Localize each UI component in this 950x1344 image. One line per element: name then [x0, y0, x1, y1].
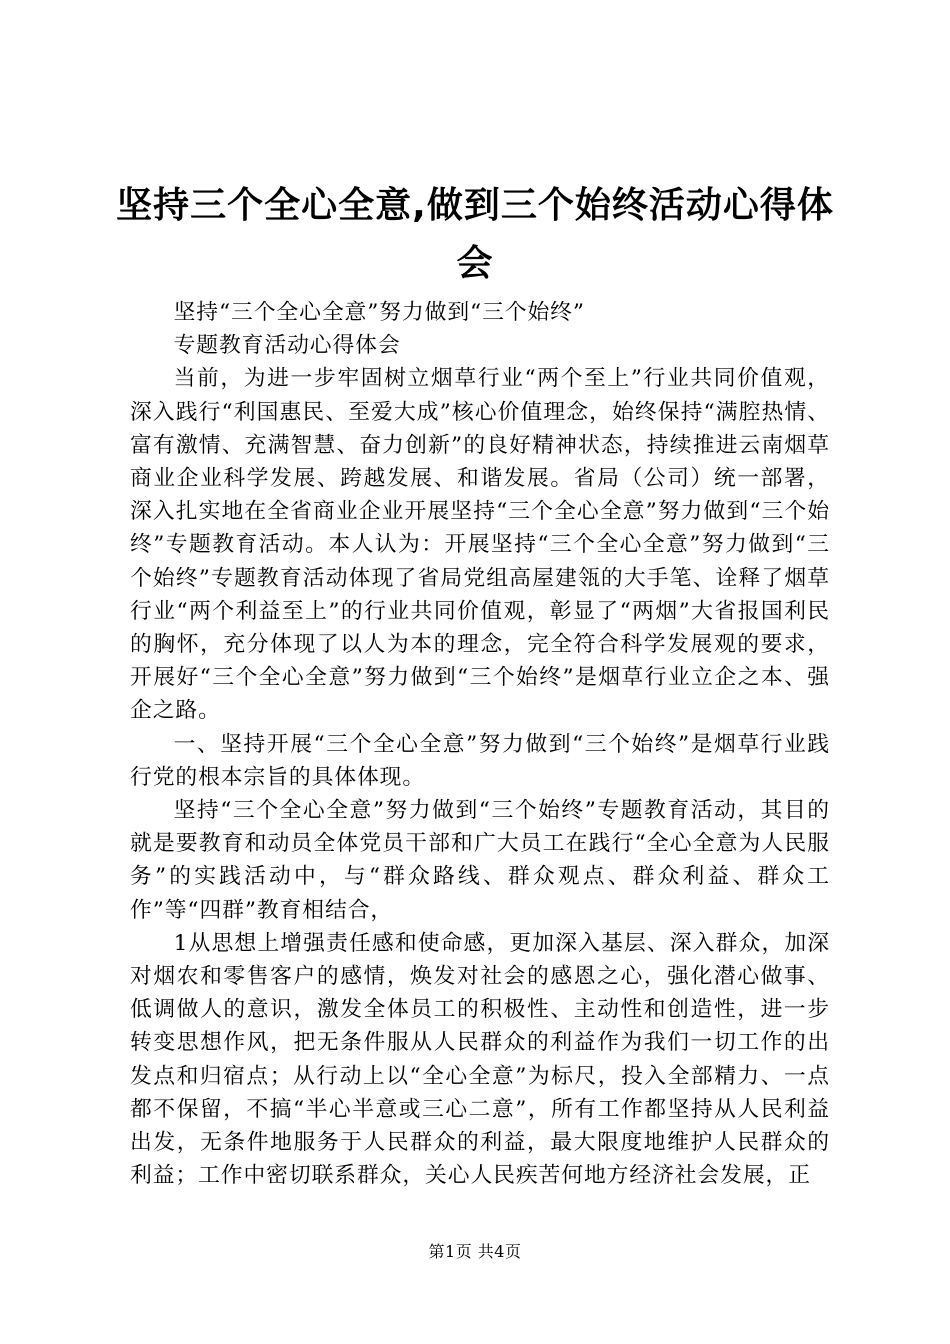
document-title-line-1: 坚持三个全心全意,做到三个始终活动心得体: [116, 185, 834, 226]
document-title-line-2: 会: [456, 243, 494, 284]
subtitle-line-1: 坚持“三个全心全意”努力做到“三个始终”: [173, 300, 585, 325]
paragraph-intro: 当前，为进一步牢固树立烟草行业“两个至上”行业共同价值观，深入践行“利国惠民、至爱大成”核心价值理念，始终保持“满腔热情、富有激情、充满智慧、奋力创新”的良好精神状态，持续推进云南烟草商业企业科学发展、跨越发展、和谐发展。省局（公司）统一部署，深入扎实地在全省商业企业开展坚持“三个全心全意”努力做到“三个始终”专题教育活动。本人认为：开展坚持“三个全心全意”努力做到“三个始终”专题教育活动体现了省局党组高屋建瓴的大手笔、诠释了烟草行业“两个利益至上”的行业共同价值观，彰显了“两烟”大省报国利民的胸怀，充分体现了以人为本的理念，完全符合科学发展观的要求，开展好“三个全心全意”努力做到“三个始终”是烟草行业立企之本、强企之路。: [130, 366, 830, 724]
page-footer: 第1页 共4页: [428, 1242, 522, 1261]
paragraph-purpose: 坚持“三个全心全意”努力做到“三个始终”专题教育活动，其目的就是要教育和动员全体党员干部和广大员工在践行“全心全意为人民服务”的实践活动中，与“群众路线、群众观点、群众利益、群众工作”等“四群”教育相结合，: [130, 798, 830, 923]
document-body: [130, 296, 830, 1192]
subtitle-line-2: 专题教育活动心得体会: [173, 333, 401, 359]
paragraph-point-1: 1从思想上增强责任感和使命感，更加深入基层、深入群众，加深对烟农和零售客户的感情，焕发对社会的感恩之心，强化潜心做事、低调做人的意识，激发全体员工的积极性、主动性和创造性，进一步转变思想作风，把无条件服从人民群众的利益作为我们一切工作的出发点和归宿点；从行动上以“全心全意”为标尺，投入全部精力、一点都不保留，不搞“半心半意或三心二意”，所有工作都坚持从人民利益出发，无条件地服务于人民群众的利益，最大限度地维护人民群众的利益；工作中密切联系群众，关心人民疾苦何地方经济社会发展，正: [130, 930, 830, 1189]
section-heading-1: 一、坚持开展“三个全心全意”努力做到“三个始终”是烟草行业践行党的根本宗旨的具体体现。: [130, 731, 830, 790]
